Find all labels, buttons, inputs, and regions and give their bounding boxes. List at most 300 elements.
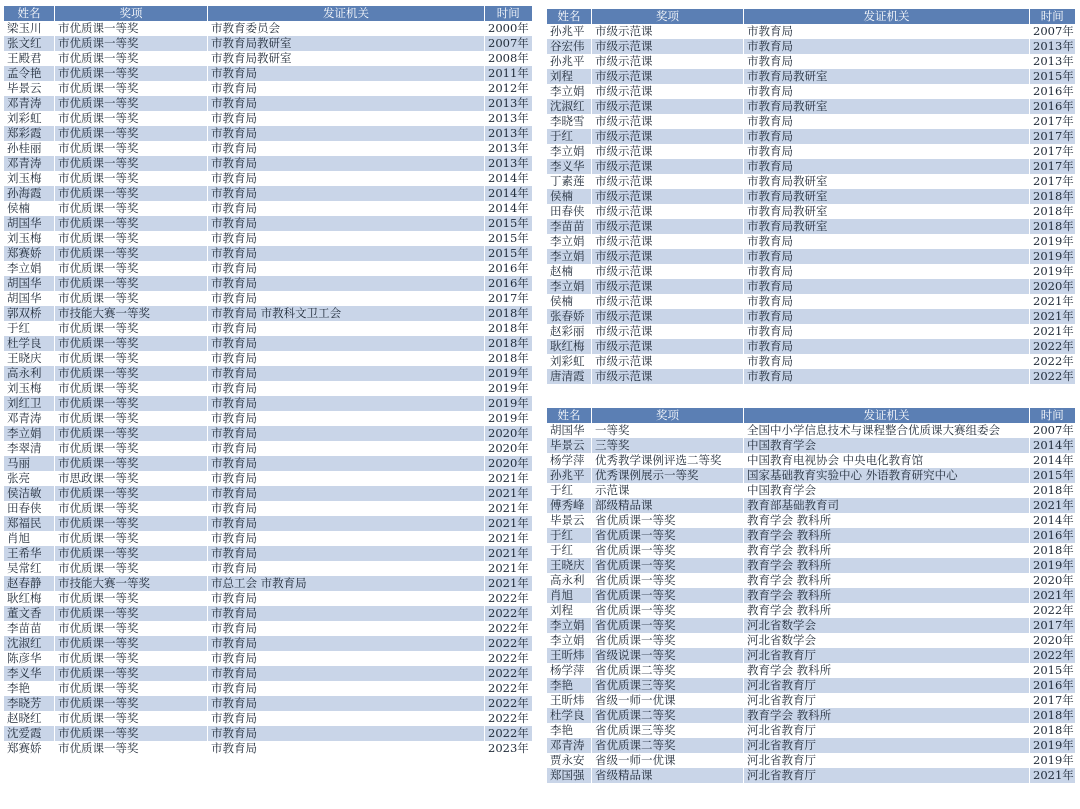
cell-issuer: 市教育局 (208, 336, 485, 351)
cell-award: 市优质课一等奖 (55, 531, 208, 546)
cell-award: 省级一师一优课 (592, 693, 744, 708)
cell-issuer: 市教育局 (208, 546, 485, 561)
cell-name: 赵彩丽 (547, 324, 592, 339)
cell-year: 2017年 (1030, 144, 1075, 159)
cell-year: 2011年 (485, 66, 532, 81)
table-row (4, 726, 532, 741)
cell-issuer: 市教育局 (208, 456, 485, 471)
cell-award: 市优质课一等奖 (55, 186, 208, 201)
cell-award: 市级示范课 (592, 234, 744, 249)
cell-name: 毕景云 (547, 513, 592, 528)
cell-year: 2018年 (485, 306, 532, 321)
cell-issuer: 市教育局教研室 (208, 51, 485, 66)
table-row (547, 513, 1075, 528)
cell-year: 2016年 (1030, 99, 1075, 114)
cell-year: 2014年 (1030, 513, 1075, 528)
table-row (4, 201, 532, 216)
cell-name: 梁玉川 (4, 21, 55, 36)
cell-issuer: 市教育局 (744, 354, 1030, 369)
cell-award: 市优质课一等奖 (55, 621, 208, 636)
cell-name: 高永利 (547, 573, 592, 588)
cell-issuer: 市教育局 (208, 276, 485, 291)
table-row (547, 543, 1075, 558)
table-row (4, 441, 532, 456)
cell-award: 市优质课一等奖 (55, 156, 208, 171)
cell-issuer: 市教育局 (744, 54, 1030, 69)
cell-year: 2013年 (1030, 39, 1075, 54)
cell-name: 谷宏伟 (547, 39, 592, 54)
cell-year: 2020年 (485, 441, 532, 456)
cell-year: 2013年 (485, 141, 532, 156)
cell-name: 王希华 (4, 546, 55, 561)
cell-name: 郭双桥 (4, 306, 55, 321)
table-row (547, 753, 1075, 768)
cell-issuer: 市教育局 (208, 606, 485, 621)
table-row (4, 51, 532, 66)
table-row (4, 516, 532, 531)
cell-name: 唐清霞 (547, 369, 592, 384)
cell-issuer: 市教育局 (208, 591, 485, 606)
cell-year: 2015年 (485, 216, 532, 231)
cell-name: 李义华 (4, 666, 55, 681)
cell-name: 李艳 (4, 681, 55, 696)
cell-year: 2019年 (485, 411, 532, 426)
table-row (4, 171, 532, 186)
cell-name: 李义华 (547, 159, 592, 174)
header-award: 奖项 (592, 9, 744, 24)
table-row (4, 486, 532, 501)
cell-award: 省优质课二等奖 (592, 738, 744, 753)
table-row (4, 111, 532, 126)
table-row (4, 411, 532, 426)
cell-issuer: 市教育局 (744, 309, 1030, 324)
table-row (547, 573, 1075, 588)
cell-issuer: 教育部基础教育司 (744, 498, 1030, 513)
cell-award: 市级示范课 (592, 294, 744, 309)
cell-award: 市优质课一等奖 (55, 126, 208, 141)
cell-name: 李立娟 (4, 261, 55, 276)
cell-issuer: 市教育局 (744, 159, 1030, 174)
cell-name: 邓青涛 (547, 738, 592, 753)
cell-award: 市优质课一等奖 (55, 411, 208, 426)
cell-issuer: 河北省数学会 (744, 618, 1030, 633)
cell-year: 2019年 (1030, 753, 1075, 768)
table-row (547, 558, 1075, 573)
table-row (4, 231, 532, 246)
cell-name: 胡国华 (4, 276, 55, 291)
cell-issuer: 河北省数学会 (744, 633, 1030, 648)
table-row (547, 24, 1075, 39)
cell-year: 2018年 (1030, 483, 1075, 498)
cell-issuer: 教育学会 教科所 (744, 528, 1030, 543)
cell-issuer: 市教育局 (208, 651, 485, 666)
table-row (4, 261, 532, 276)
cell-year: 2017年 (1030, 129, 1075, 144)
cell-year: 2013年 (485, 126, 532, 141)
cell-award: 优秀教学课例评选二等奖 (592, 453, 744, 468)
cell-issuer: 市教育局 (208, 426, 485, 441)
table-row (4, 276, 532, 291)
cell-issuer: 市教育局 (744, 279, 1030, 294)
cell-award: 市级示范课 (592, 324, 744, 339)
header-award: 奖项 (592, 408, 744, 423)
cell-award: 市优质课一等奖 (55, 711, 208, 726)
table-row (4, 36, 532, 51)
cell-issuer: 市教育局 (208, 636, 485, 651)
header-issuer: 发证机关 (744, 408, 1030, 423)
cell-issuer: 市教育局 (208, 621, 485, 636)
cell-year: 2022年 (485, 666, 532, 681)
cell-award: 市级示范课 (592, 354, 744, 369)
cell-name: 丁素莲 (547, 174, 592, 189)
cell-award: 市级示范课 (592, 279, 744, 294)
cell-award: 部级精品课 (592, 498, 744, 513)
table-row (547, 99, 1075, 114)
cell-award: 市优质课一等奖 (55, 516, 208, 531)
cell-award: 省优质课一等奖 (592, 633, 744, 648)
cell-year: 2022年 (485, 681, 532, 696)
cell-award: 市优质课一等奖 (55, 291, 208, 306)
cell-year: 2013年 (1030, 54, 1075, 69)
cell-issuer: 市教育局 (208, 531, 485, 546)
table-row (547, 618, 1075, 633)
cell-award: 市优质课一等奖 (55, 606, 208, 621)
cell-issuer: 河北省教育厅 (744, 693, 1030, 708)
cell-issuer: 市教育局 (208, 201, 485, 216)
cell-year: 2022年 (485, 651, 532, 666)
cell-award: 市优质课一等奖 (55, 741, 208, 756)
cell-issuer: 教育学会 教科所 (744, 603, 1030, 618)
cell-award: 市优质课一等奖 (55, 66, 208, 81)
cell-issuer: 市教育局 (208, 516, 485, 531)
cell-issuer: 市教育局 (208, 441, 485, 456)
cell-issuer: 市教育局 (208, 366, 485, 381)
cell-name: 杨学萍 (547, 663, 592, 678)
cell-issuer: 市教育局 (208, 726, 485, 741)
cell-award: 省优质课一等奖 (592, 588, 744, 603)
cell-award: 市级示范课 (592, 114, 744, 129)
cell-year: 2016年 (485, 276, 532, 291)
cell-name: 赵晓红 (4, 711, 55, 726)
cell-issuer: 市教育局 (744, 234, 1030, 249)
table-row (547, 438, 1075, 453)
header-name: 姓名 (547, 408, 592, 423)
cell-award: 市级示范课 (592, 69, 744, 84)
table-row (547, 738, 1075, 753)
cell-award: 市级示范课 (592, 339, 744, 354)
cell-issuer: 市教育局 (744, 249, 1030, 264)
cell-year: 2017年 (1030, 693, 1075, 708)
right-top-table-body (547, 24, 1075, 384)
cell-award: 示范课 (592, 483, 744, 498)
cell-issuer: 教育学会 教科所 (744, 663, 1030, 678)
cell-name: 李立娟 (547, 234, 592, 249)
right-top-award-table (546, 9, 1075, 384)
cell-issuer: 市教育局 (208, 96, 485, 111)
cell-name: 王晓庆 (4, 351, 55, 366)
cell-award: 市优质课一等奖 (55, 681, 208, 696)
cell-name: 郑国强 (547, 768, 592, 783)
cell-name: 于红 (547, 483, 592, 498)
cell-year: 2016年 (1030, 528, 1075, 543)
cell-year: 2021年 (485, 546, 532, 561)
table-row (4, 471, 532, 486)
cell-issuer: 中国教育学会 (744, 483, 1030, 498)
table-row (4, 306, 532, 321)
cell-name: 孙兆平 (547, 468, 592, 483)
table-row (547, 279, 1075, 294)
table-row (4, 321, 532, 336)
cell-name: 杜学良 (4, 336, 55, 351)
cell-award: 市级示范课 (592, 249, 744, 264)
cell-issuer: 市教育局 (744, 339, 1030, 354)
table-row (547, 84, 1075, 99)
cell-year: 2022年 (485, 696, 532, 711)
cell-award: 省优质课一等奖 (592, 528, 744, 543)
cell-name: 邓青涛 (4, 411, 55, 426)
cell-award: 市优质课一等奖 (55, 696, 208, 711)
cell-name: 李立娟 (547, 633, 592, 648)
cell-year: 2023年 (485, 741, 532, 756)
cell-award: 市级示范课 (592, 84, 744, 99)
cell-name: 侯楠 (547, 189, 592, 204)
cell-name: 邓青涛 (4, 96, 55, 111)
table-row (547, 498, 1075, 513)
cell-award: 市优质课一等奖 (55, 591, 208, 606)
table-row (4, 366, 532, 381)
cell-name: 侯楠 (4, 201, 55, 216)
cell-name: 于红 (547, 543, 592, 558)
cell-year: 2022年 (1030, 339, 1075, 354)
cell-year: 2018年 (1030, 219, 1075, 234)
table-row (4, 621, 532, 636)
cell-year: 2017年 (1030, 114, 1075, 129)
cell-award: 市优质课一等奖 (55, 666, 208, 681)
cell-year: 2018年 (1030, 204, 1075, 219)
cell-award: 省优质课一等奖 (592, 543, 744, 558)
cell-year: 2007年 (1030, 423, 1075, 438)
cell-name: 孙兆平 (547, 24, 592, 39)
cell-name: 王殿君 (4, 51, 55, 66)
cell-issuer: 市教育局 (208, 381, 485, 396)
cell-year: 2016年 (485, 261, 532, 276)
cell-name: 于红 (4, 321, 55, 336)
table-row (547, 693, 1075, 708)
cell-issuer: 教育学会 教科所 (744, 573, 1030, 588)
left-award-table (3, 6, 532, 756)
cell-issuer: 市教育局教研室 (744, 174, 1030, 189)
cell-issuer: 教育学会 教科所 (744, 558, 1030, 573)
cell-year: 2018年 (1030, 723, 1075, 738)
cell-award: 市思政课一等奖 (55, 471, 208, 486)
cell-award: 市优质课一等奖 (55, 276, 208, 291)
table-row (4, 606, 532, 621)
header-issuer: 发证机关 (744, 9, 1030, 24)
table-row (4, 681, 532, 696)
table-row (547, 603, 1075, 618)
table-row (547, 39, 1075, 54)
cell-name: 李苗苗 (4, 621, 55, 636)
cell-name: 毕景云 (4, 81, 55, 96)
table-row (4, 531, 532, 546)
cell-issuer: 市教育局 (208, 111, 485, 126)
cell-award: 省优质课一等奖 (592, 618, 744, 633)
cell-name: 李立娟 (4, 426, 55, 441)
cell-issuer: 市总工会 市教育局 (208, 576, 485, 591)
table-header (547, 9, 1075, 24)
cell-year: 2013年 (485, 96, 532, 111)
cell-issuer: 市教育局 (208, 351, 485, 366)
cell-name: 刘红卫 (4, 396, 55, 411)
cell-year: 2021年 (1030, 498, 1075, 513)
cell-name: 杜学良 (547, 708, 592, 723)
cell-award: 市优质课一等奖 (55, 366, 208, 381)
cell-year: 2021年 (485, 561, 532, 576)
cell-award: 市级示范课 (592, 309, 744, 324)
cell-name: 胡国华 (547, 423, 592, 438)
cell-award: 市级示范课 (592, 144, 744, 159)
table-row (4, 666, 532, 681)
cell-award: 市优质课一等奖 (55, 381, 208, 396)
cell-issuer: 市教育局 (744, 24, 1030, 39)
cell-award: 市优质课一等奖 (55, 201, 208, 216)
cell-award: 省优质课二等奖 (592, 663, 744, 678)
cell-issuer: 市教育局 (208, 561, 485, 576)
cell-year: 2021年 (1030, 294, 1075, 309)
cell-award: 市级示范课 (592, 189, 744, 204)
cell-issuer: 教育学会 教科所 (744, 588, 1030, 603)
cell-year: 2017年 (1030, 618, 1075, 633)
cell-name: 马丽 (4, 456, 55, 471)
cell-name: 胡国华 (4, 291, 55, 306)
cell-year: 2020年 (1030, 279, 1075, 294)
cell-name: 张文红 (4, 36, 55, 51)
cell-year: 2020年 (485, 456, 532, 471)
cell-award: 一等奖 (592, 423, 744, 438)
cell-name: 孙海霞 (4, 186, 55, 201)
cell-year: 2013年 (485, 111, 532, 126)
table-row (547, 483, 1075, 498)
cell-name: 赵楠 (547, 264, 592, 279)
cell-award: 市优质课一等奖 (55, 546, 208, 561)
cell-name: 李立娟 (547, 144, 592, 159)
cell-name: 董文香 (4, 606, 55, 621)
cell-name: 侯洁敏 (4, 486, 55, 501)
cell-year: 2021年 (1030, 324, 1075, 339)
table-row (547, 723, 1075, 738)
cell-name: 毕景云 (547, 438, 592, 453)
cell-name: 张春娇 (547, 309, 592, 324)
cell-year: 2022年 (1030, 369, 1075, 384)
cell-issuer: 中国教育电视协会 中央电化教育馆 (744, 453, 1030, 468)
table-row (547, 114, 1075, 129)
cell-name: 李立娟 (547, 618, 592, 633)
cell-issuer: 市教育局教研室 (744, 219, 1030, 234)
cell-issuer: 市教育局 (208, 486, 485, 501)
cell-name: 吴常红 (4, 561, 55, 576)
table-row (547, 204, 1075, 219)
table-row (547, 678, 1075, 693)
cell-year: 2019年 (485, 366, 532, 381)
table-row (547, 54, 1075, 69)
cell-year: 2014年 (485, 171, 532, 186)
table-row (547, 174, 1075, 189)
table-row (4, 546, 532, 561)
cell-award: 市级示范课 (592, 24, 744, 39)
table-row (4, 66, 532, 81)
table-row (4, 741, 532, 756)
cell-year: 2016年 (1030, 678, 1075, 693)
cell-name: 李立娟 (547, 279, 592, 294)
cell-issuer: 市教育局 (208, 681, 485, 696)
cell-award: 市优质课一等奖 (55, 96, 208, 111)
cell-issuer: 国家基础教育实验中心 外语教育研究中心 (744, 468, 1030, 483)
cell-award: 省优质课一等奖 (592, 573, 744, 588)
header-name: 姓名 (4, 6, 55, 21)
table-row (547, 768, 1075, 783)
table-row (547, 423, 1075, 438)
cell-award: 市技能大赛一等奖 (55, 576, 208, 591)
table-row (4, 141, 532, 156)
cell-award: 市级示范课 (592, 369, 744, 384)
header-name: 姓名 (547, 9, 592, 24)
right-bottom-table-body (547, 423, 1075, 783)
cell-award: 市优质课一等奖 (55, 171, 208, 186)
cell-name: 郑福民 (4, 516, 55, 531)
cell-year: 2020年 (1030, 573, 1075, 588)
cell-award: 市级示范课 (592, 54, 744, 69)
cell-issuer: 中国教育学会 (744, 438, 1030, 453)
table-row (547, 339, 1075, 354)
header-year: 时间 (485, 6, 532, 21)
cell-award: 市优质课一等奖 (55, 351, 208, 366)
cell-award: 市级示范课 (592, 219, 744, 234)
table-row (547, 648, 1075, 663)
cell-year: 2015年 (485, 246, 532, 261)
cell-award: 市优质课一等奖 (55, 21, 208, 36)
cell-year: 2019年 (1030, 249, 1075, 264)
cell-issuer: 市教育局 (208, 741, 485, 756)
cell-year: 2018年 (1030, 543, 1075, 558)
table-row (4, 426, 532, 441)
header-year: 时间 (1030, 9, 1075, 24)
cell-year: 2007年 (1030, 24, 1075, 39)
cell-issuer: 市教育局 (744, 264, 1030, 279)
cell-year: 2018年 (1030, 708, 1075, 723)
cell-year: 2012年 (485, 81, 532, 96)
cell-year: 2019年 (485, 396, 532, 411)
cell-year: 2014年 (485, 186, 532, 201)
table-row (4, 21, 532, 36)
cell-name: 耿红梅 (4, 591, 55, 606)
cell-year: 2022年 (485, 636, 532, 651)
cell-year: 2007年 (485, 36, 532, 51)
table-row (4, 396, 532, 411)
cell-name: 刘彩虹 (4, 111, 55, 126)
cell-year: 2016年 (1030, 84, 1075, 99)
cell-award: 市优质课一等奖 (55, 561, 208, 576)
table-row (4, 636, 532, 651)
cell-issuer: 市教育局 (208, 261, 485, 276)
cell-year: 2021年 (485, 531, 532, 546)
cell-name: 刘程 (547, 69, 592, 84)
cell-issuer: 市教育局 (208, 81, 485, 96)
cell-issuer: 教育学会 教科所 (744, 543, 1030, 558)
table-row (547, 633, 1075, 648)
table-row (547, 129, 1075, 144)
cell-issuer: 市教育局 (744, 84, 1030, 99)
cell-year: 2015年 (1030, 468, 1075, 483)
